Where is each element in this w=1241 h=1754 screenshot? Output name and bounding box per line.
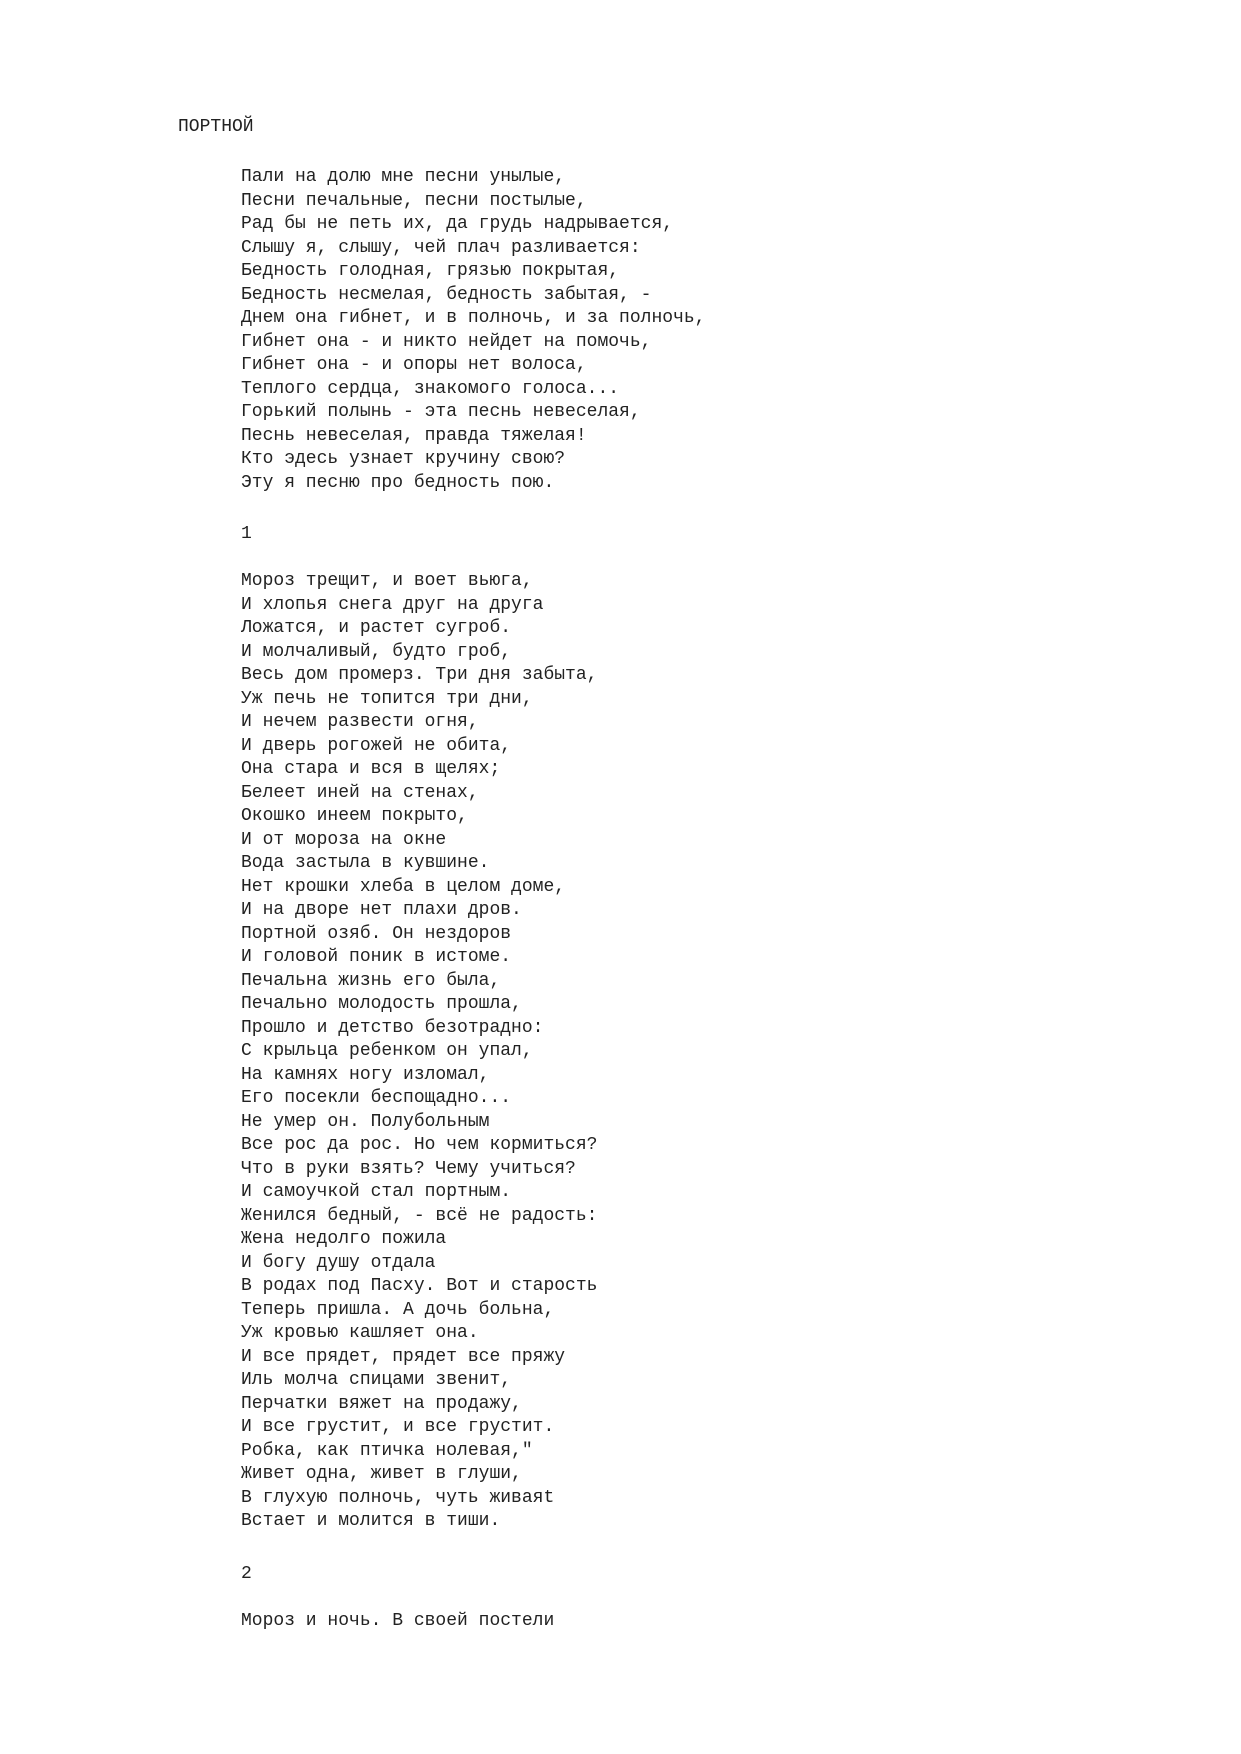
poem-line: Ложатся, и растет сугроб.	[241, 618, 512, 638]
poem-line: Иль молча спицами звенит,	[241, 1370, 512, 1390]
poem-line: Перчатки вяжет на продажу,	[241, 1393, 522, 1414]
poem-line: Жена недолго пожила	[241, 1229, 447, 1249]
poem-line: Женился бедный, - всё не радость:	[241, 1205, 598, 1226]
poem-line: И самоучкой стал портным.	[241, 1182, 512, 1202]
poem-line: Песнь невеселая, правда тяжелая!	[241, 425, 587, 446]
poem-line: Бедность несмелая, бедность забытая, -	[241, 284, 652, 305]
poem-line: Портной озяб. Он нездоров	[241, 923, 512, 944]
poem-line: Эту я песню про бедность пою.	[241, 472, 555, 493]
poem-line: Живет одна, живет в глуши,	[241, 1464, 522, 1484]
poem-line: Вода застыла в кувшине.	[241, 853, 490, 873]
section-1-text	[241, 570, 597, 1534]
poem-line: В родах под Пасху. Вот и старость	[241, 1276, 598, 1296]
poem-line: Теплого сердца, знакомого голоса...	[241, 378, 620, 399]
poem-line: Прошло и детство безотрадно:	[241, 1017, 544, 1038]
poem-line: Теперь пришла. А дочь больна,	[241, 1299, 555, 1320]
poem-line: И от мороза на окне	[241, 829, 447, 850]
poem-line: Слышу я, слышу, чей плач разливается:	[241, 237, 641, 258]
poem-line: Днем она гибнет, и в полночь, и за полночь,	[241, 308, 706, 328]
section-number: 1	[241, 524, 252, 544]
poem-line: Гибнет она - и опоры нет волоса,	[241, 355, 587, 375]
poem-line: И хлопья снега друг на друга	[241, 594, 544, 615]
poem-line: Печальна жизнь его была,	[241, 970, 501, 991]
poem-line: И на дворе нет плахи дров.	[241, 900, 522, 920]
poem-line: Не умер он. Полубольным	[241, 1111, 490, 1132]
poem-line: Весь дом промерз. Три дня забыта,	[241, 665, 598, 685]
poem-line: Гибнет она - и никто нейдет на помочь,	[241, 331, 652, 352]
poem-line: Все рос да рос. Но чем кормиться?	[241, 1135, 598, 1155]
poem-line: Кто эдесь узнает кручину свою?	[241, 449, 566, 469]
poem-line: Мороз трещит, и воет вьюга,	[241, 571, 533, 591]
poem-line: И нечем развести огня,	[241, 712, 479, 732]
poem-line: И дверь рогожей не обита,	[241, 735, 512, 756]
poem-line: Окошко инеем покрыто,	[241, 806, 468, 826]
poem-line: В глухую полночь, чуть живаяt	[241, 1487, 555, 1508]
poem-line: И молчаливый, будто гроб,	[241, 641, 512, 662]
poem-line: Горький полынь - эта песнь невеселая,	[241, 402, 641, 422]
section-number: 2	[241, 1564, 252, 1584]
poem-line: И все грустит, и все грустит.	[241, 1417, 555, 1437]
poem-line: Печально молодость прошла,	[241, 994, 522, 1014]
section-2-text	[241, 1610, 554, 1634]
poem-line: Пали на долю мне песни унылые,	[241, 167, 566, 187]
poem-line: Рад бы не петь их, да грудь надрывается,	[241, 214, 674, 234]
poem-line: И все прядет, прядет все пряжу	[241, 1346, 566, 1367]
poem-line: Робка, как птичка нолевая,"	[241, 1440, 533, 1461]
poem-line: Встает и молится в тиши.	[241, 1511, 501, 1531]
poem-line: Мороз и ночь. В своей постели	[241, 1611, 555, 1631]
poem-line: Она стара и вся в щелях;	[241, 759, 501, 779]
poem-line: Уж печь не топится три дни,	[241, 688, 533, 709]
poem-line: Его посекли беспощадно...	[241, 1088, 512, 1108]
poem-line: С крыльца ребенком он упал,	[241, 1041, 533, 1061]
poem-line: И головой поник в истоме.	[241, 947, 512, 967]
poem-line: Что в руки взять? Чему учиться?	[241, 1158, 576, 1179]
poem-line: На камнях ногу изломал,	[241, 1064, 490, 1085]
page-title: ПОРТНОЙ	[178, 117, 254, 137]
poem-line: Песни печальные, песни постылые,	[241, 190, 587, 211]
poem-line: Бедность голодная, грязью покрытая,	[241, 261, 620, 281]
intro-stanza	[241, 166, 705, 495]
poem-line: Уж кровью кашляет она.	[241, 1323, 479, 1343]
poem-line: И богу душу отдала	[241, 1252, 436, 1273]
poem-line: Белеет иней на стенах,	[241, 782, 479, 803]
poem-line: Нет крошки хлеба в целом доме,	[241, 876, 566, 897]
